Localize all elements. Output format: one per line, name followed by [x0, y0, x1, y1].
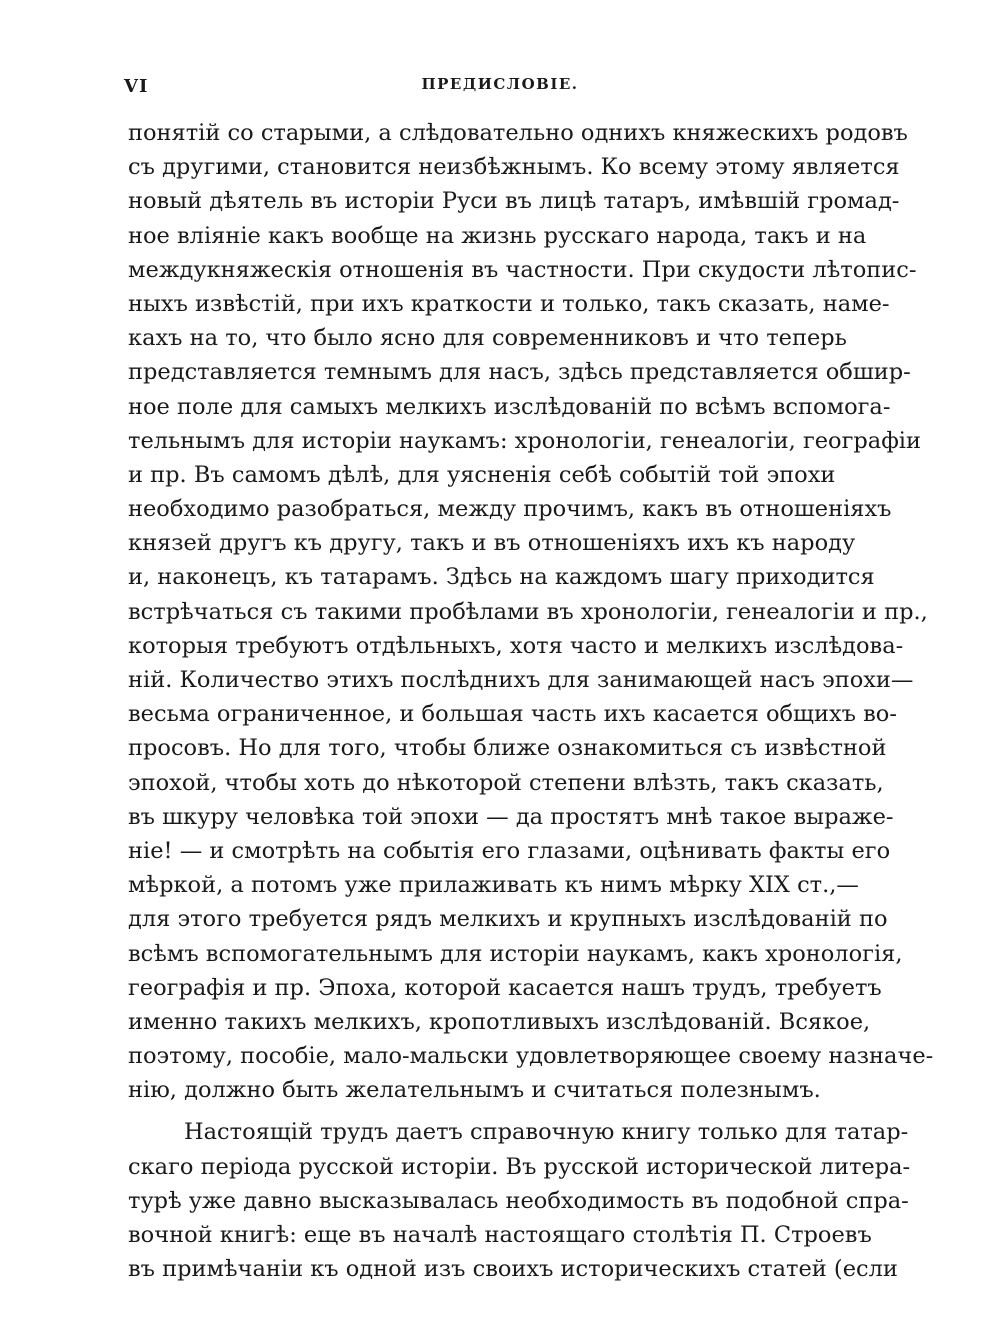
page-number: VI	[124, 76, 149, 97]
text-line: ное поле для самыхъ мелкихъ изслѣдованій по всѣмъ вспомога-	[128, 393, 891, 420]
paragraph-gap	[128, 1107, 822, 1115]
running-head: ПРЕДИСЛОВІЕ.	[421, 75, 579, 93]
text-line: которыя требуютъ отдѣльныхъ, хотя часто и мелкихъ изслѣдова-	[128, 632, 904, 659]
text-line: ное вліяніе какъ вообще на жизнь русскаго народа, такъ и на	[128, 222, 867, 249]
text-line: въ примѣчаніи къ одной изъ своихъ историческихъ статей (если	[128, 1256, 898, 1283]
text-line: всѣмъ вспомогательнымъ для исторіи наукамъ, какъ хронологія,	[128, 940, 903, 967]
text-line: кахъ на то, что было ясно для современниковъ и что теперь	[128, 325, 847, 352]
text-line: просовъ. Но для того, чтобы ближе ознакомиться съ извѣстной	[128, 735, 887, 762]
text-line: географія и пр. Эпоха, которой касается нашъ трудъ, требуетъ	[128, 974, 882, 1001]
text-line: понятій со старыми, а слѣдовательно однихъ княжескихъ родовъ	[128, 120, 908, 146]
body-text	[128, 116, 934, 1286]
paragraph	[128, 1115, 911, 1286]
text-line: новый дѣятель въ исторіи Руси въ лицѣ татаръ, имѣвшій громад-	[128, 188, 900, 215]
text-line: встрѣчаться съ такими пробѣлами въ хронологіи, генеалогіи и пр.,	[128, 598, 928, 625]
text-line: вочной книгѣ: еще въ началѣ настоящаго столѣтія П. Строевъ	[128, 1222, 872, 1248]
text-line: ній. Количество этихъ послѣднихъ для занимающей насъ эпохи—	[128, 667, 914, 693]
text-line: весьма ограниченное, и большая часть ихъ касается общихъ во-	[128, 701, 897, 728]
text-line: турѣ уже давно высказывалась необходимость въ подобной спра-	[128, 1187, 909, 1214]
text-line: для этого требуется рядъ мелкихъ и крупныхъ изслѣдованій по	[128, 906, 888, 933]
text-line: эпохой, чтобы хоть до нѣкоторой степени влѣзть, такъ сказать,	[128, 769, 884, 796]
text-line: поэтому, пособіе, мало-мальски удовлетворяющее своему назначе-	[128, 1043, 934, 1070]
text-line: ныхъ извѣстій, при ихъ краткости и только, такъ сказать, наме-	[128, 290, 890, 317]
text-line: князей другъ къ другу, такъ и въ отношеніяхъ ихъ къ народу	[128, 530, 856, 557]
text-line: тельнымъ для исторіи наукамъ: хронологіи, генеалогіи, географіи	[128, 427, 922, 454]
text-line: и пр. Въ самомъ дѣлѣ, для уясненія себѣ событій той эпохи	[128, 461, 836, 488]
text-line: мѣркой, а потомъ уже прилаживать къ нимъ мѣрку XIX ст.,—	[128, 872, 859, 899]
text-line: необходимо разобраться, между прочимъ, какъ въ отношеніяхъ	[128, 496, 892, 523]
text-line: скаго періода русской исторіи. Въ русской исторической литера-	[128, 1153, 911, 1180]
text-line: ніе! — и смотрѣть на событія его глазами, оцѣнивать факты его	[128, 837, 891, 864]
text-line: именно такихъ мелкихъ, кропотливыхъ изслѣдованій. Всякое,	[128, 1008, 871, 1035]
paragraph	[128, 116, 934, 1107]
text-line: съ другими, становится неизбѣжнымъ. Ко всему этому является	[128, 154, 900, 181]
text-line: представляется темнымъ для насъ, здѣсь представляется обшир-	[128, 359, 911, 386]
text-line: междукняжескія отношенія въ частности. При скудости лѣтопис-	[128, 256, 917, 283]
text-line: Настоящій трудъ даетъ справочную книгу только для татар-	[184, 1119, 909, 1146]
text-line: и, наконецъ, къ татарамъ. Здѣсь на каждомъ шагу приходится	[128, 564, 875, 591]
text-line: нію, должно быть желательнымъ и считаться полезнымъ.	[128, 1077, 821, 1104]
text-line: въ шкуру человѣка той эпохи — да простятъ мнѣ такое выраже-	[128, 803, 894, 830]
